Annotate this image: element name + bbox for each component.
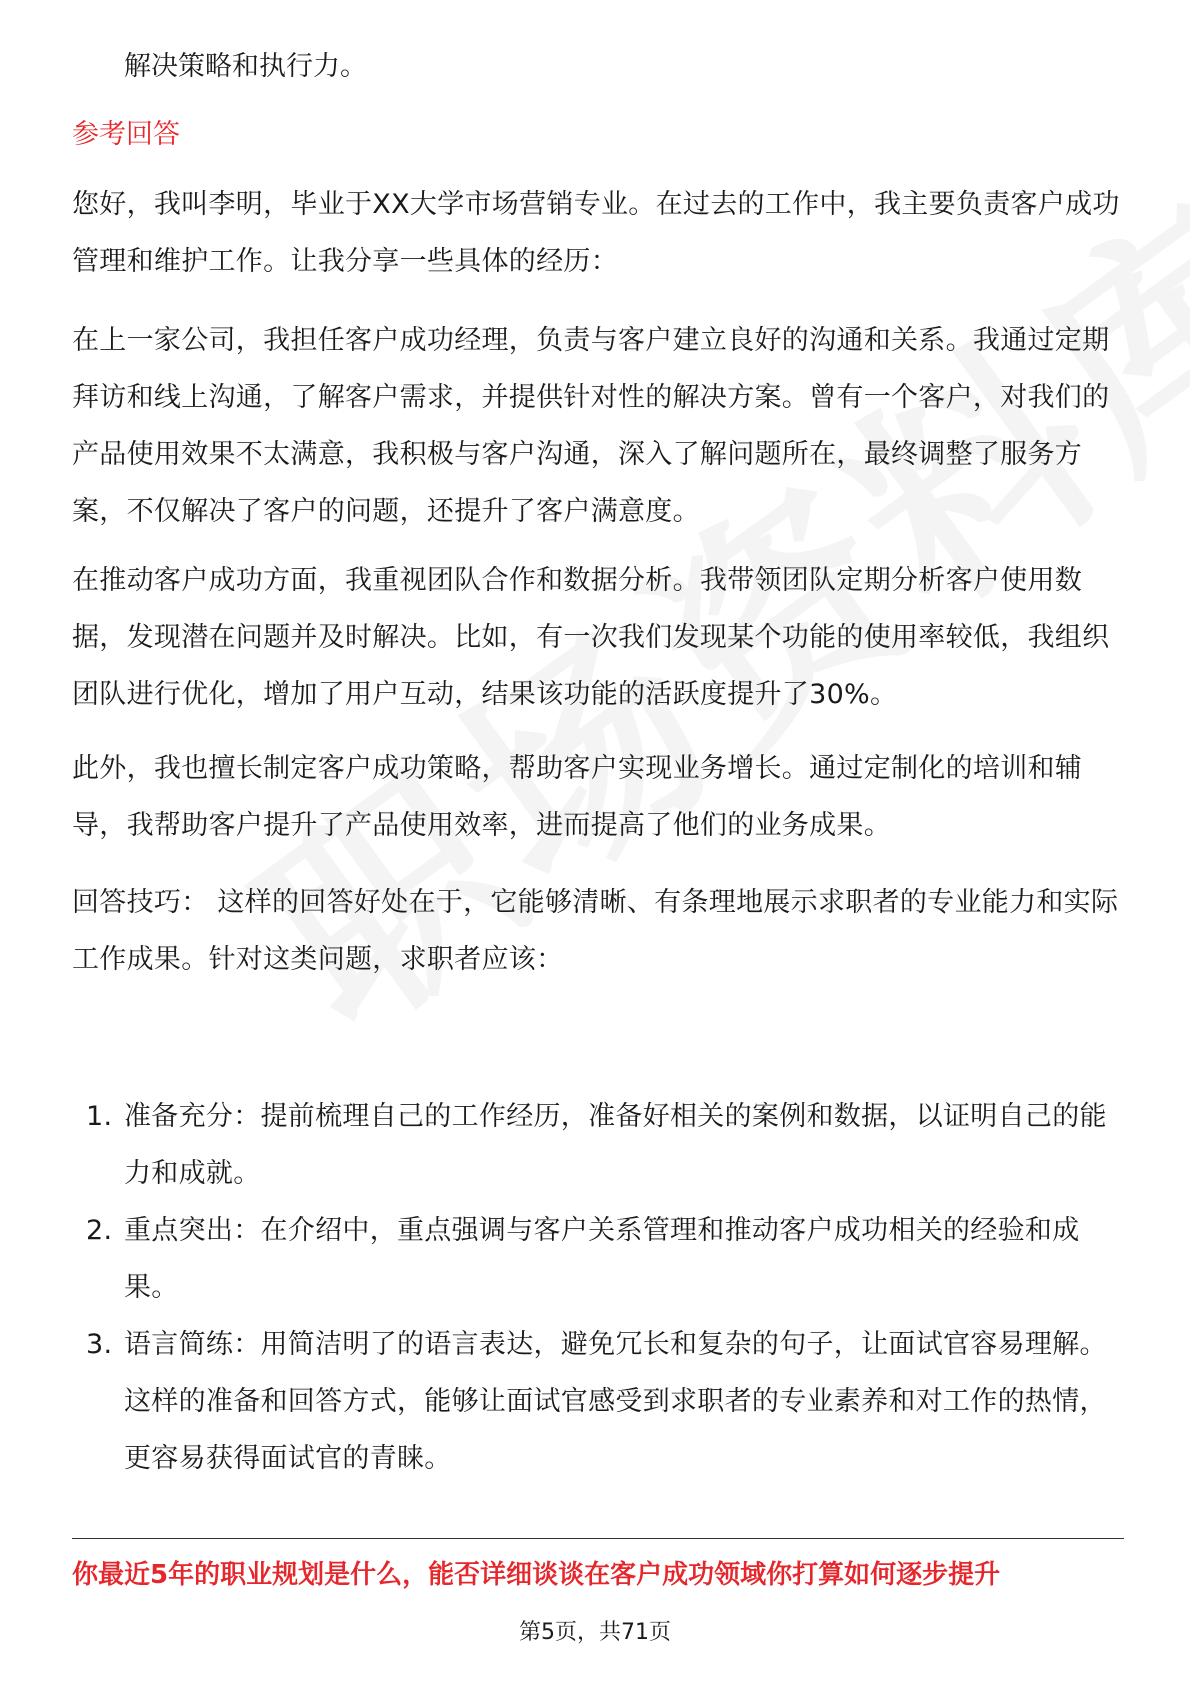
list-item-text: 重点突出：在介绍中，重点强调与客户关系管理和推动客户成功相关的经验和成果。 — [124, 1215, 1080, 1303]
answer-paragraph-intro: 您好，我叫李明，毕业于XX大学市场营销专业。在过去的工作中，我主要负责客户成功管理和维护工作。让我分享一些具体的经历： — [72, 189, 1120, 277]
list-item-number: 2. — [86, 1215, 113, 1246]
answer-tips-intro: 回答技巧： 这样的回答好处在于，它能够清晰、有条理地展示求职者的专业能力和实际工作成果。针对这类问题，求职者应该： — [72, 887, 1119, 975]
section-divider — [72, 1538, 1124, 1539]
answer-paragraph-strategy: 此外，我也擅长制定客户成功策略，帮助客户实现业务增长。通过定制化的培训和辅导，我帮助客户提升了产品使用效率，进而提高了他们的业务成果。 — [72, 753, 1083, 841]
list-item — [72, 1316, 1132, 1487]
list-item-number: 3. — [86, 1329, 113, 1360]
list-item-text: 语言简练：用简洁明了的语言表达，避免冗长和复杂的句子，让面试官容易理解。 这样的准备和回答方式，能够让面试官感受到求职者的专业素养和对工作的热情，更容易获得面试官的青睐。 — [124, 1329, 1107, 1474]
list-item-text: 准备充分：提前梳理自己的工作经历，准备好相关的案例和数据，以证明自己的能力和成就。 — [124, 1101, 1107, 1189]
answer-paragraph-data-analysis: 在推动客户成功方面，我重视团队合作和数据分析。我带领团队定期分析客户使用数据，发现潜在问题并及时解决。比如，有一次我们发现某个功能的使用率较低，我组织团队进行优化，增加了用户互动，结果该功能的活跃度提升了30%。 — [72, 565, 1110, 710]
list-item-number: 1. — [86, 1101, 113, 1132]
page-number: 第5页，共71页 — [519, 1620, 671, 1645]
answer-paragraph-experience: 在上一家公司，我担任客户成功经理，负责与客户建立良好的沟通和关系。我通过定期拜访和线上沟通，了解客户需求，并提供针对性的解决方案。曾有一个客户，对我们的产品使用效果不太满意，我积极与客户沟通，深入了解问题所在，最终调整了服务方案，不仅解决了客户的问题，还提升了客户满意度。 — [72, 325, 1110, 527]
list-item — [72, 1202, 1132, 1316]
next-question-heading: 你最近5年的职业规划是什么，能否详细谈谈在客户成功领域你打算如何逐步提升 — [72, 1560, 1001, 1590]
reference-answer-heading: 参考回答 — [72, 119, 180, 150]
continuation-line: 解决策略和执行力。 — [124, 51, 367, 82]
tips-list — [72, 1088, 1132, 1487]
list-item — [72, 1088, 1132, 1202]
